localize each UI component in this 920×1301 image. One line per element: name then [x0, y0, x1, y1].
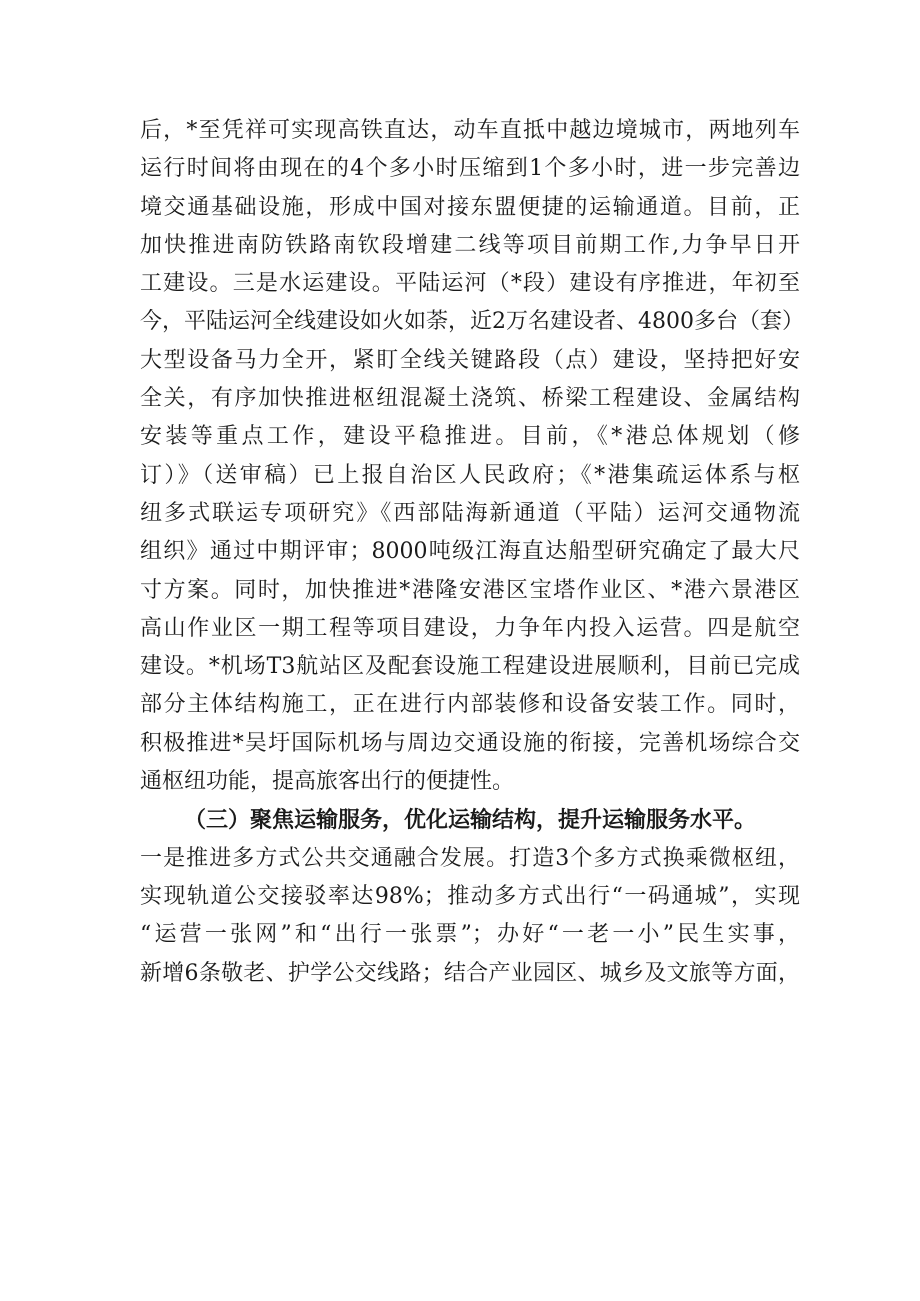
body-text	[140, 112, 804, 993]
text-line: 积极推进*吴圩国际机场与周边交通设施的衔接，完善机场综合交	[140, 730, 800, 756]
text-line: 一是推进多方式公共交通融合发展。打造3个多方式换乘微枢纽，	[140, 845, 800, 871]
text-line: 后，*至凭祥可实现高铁直达，动车直抵中越边境城市，两地列车	[140, 118, 800, 143]
section-heading: （三）聚焦运输服务，优化运输结构，提升运输服务水平。	[184, 807, 757, 834]
text-line: 运行时间将由现在的4个多小时压缩到1个多小时，进一步完善边	[140, 156, 800, 182]
text-line: 全关，有序加快推进枢纽混凝土浇筑、桥梁工程建设、金属结构	[140, 386, 800, 412]
text-line: 大型设备马力全开，紧盯全线关键路段（点）建设，坚持把好安	[140, 347, 800, 373]
text-line: 纽多式联运专项研究》《西部陆海新通道（平陆）运河交通物流	[140, 500, 800, 526]
text-line: 加快推进南防铁路南钦段增建二线等项目前期工作,力争早日开	[140, 232, 800, 258]
text-line: 工建设。三是水运建设。平陆运河（*段）建设有序推进，年初至	[140, 271, 800, 297]
text-line: 今，平陆运河全线建设如火如荼，近2万名建设者、4800多台（套）	[140, 309, 804, 335]
text-line: 安装等重点工作，建设平稳推进。目前，《*港总体规划（修	[140, 424, 800, 450]
text-line: 新增6条敬老、护学公交线路；结合产业园区、城乡及文旅等方面，	[140, 960, 800, 986]
text-line: 寸方案。同时，加快推进*港隆安港区宝塔作业区、*港六景港区	[140, 577, 800, 603]
text-line: 高山作业区一期工程等项目建设，力争年内投入运营。四是航空	[140, 615, 800, 641]
text-line: 部分主体结构施工，正在进行内部装修和设备安装工作。同时，	[140, 692, 800, 718]
text-line: 组织》通过中期评审；8000吨级江海直达船型研究确定了最大尺	[140, 539, 800, 565]
text-line: 境交通基础设施，形成中国对接东盟便捷的运输通道。目前，正	[140, 194, 800, 220]
text-line: 订）》（送审稿）已上报自治区人民政府；《*港集疏运体系与枢	[140, 462, 800, 488]
text-line: 实现轨道公交接驳率达98%；推动多方式出行“一码通城”，实现	[140, 883, 800, 909]
text-line: 建设。*机场T3航站区及配套设施工程建设进展顺利，目前已完成	[140, 654, 800, 680]
text-line: 通枢纽功能，提高旅客出行的便捷性。	[140, 769, 515, 795]
text-line: “运营一张网”和“出行一张票”；办好“一老一小”民生实事，	[140, 922, 800, 948]
